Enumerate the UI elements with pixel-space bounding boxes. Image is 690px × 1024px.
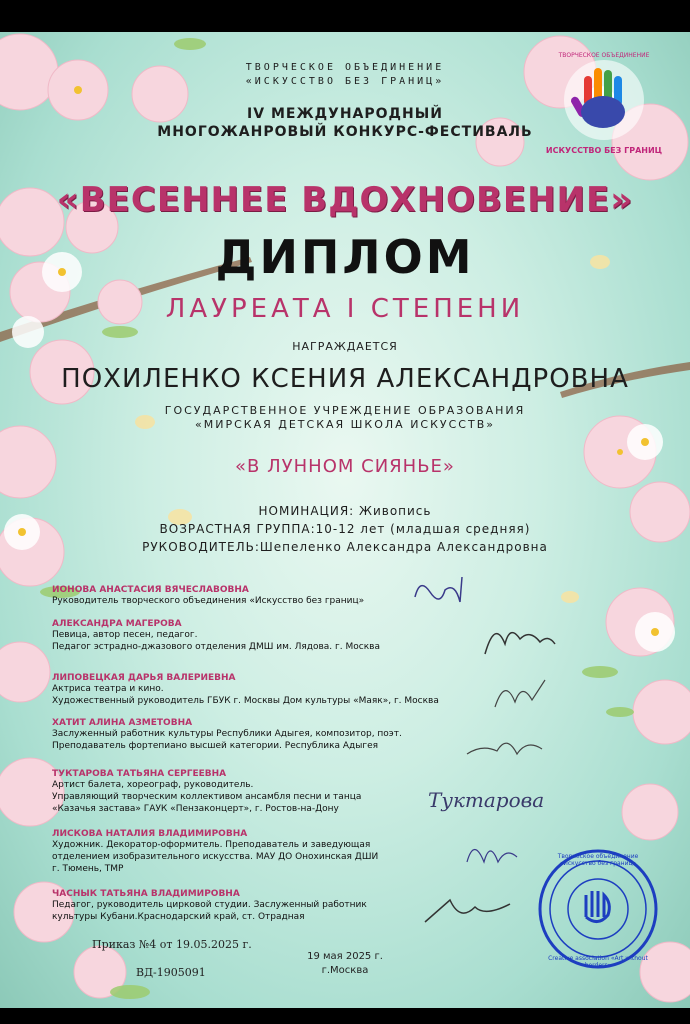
organization-line-2: «ИСКУССТВО БЕЗ ГРАНИЦ» — [245, 76, 445, 87]
jury-member — [52, 718, 472, 752]
signature-1 — [410, 572, 470, 612]
stamp-ring-text: Творческое объединение «Искусство без границ» — [557, 853, 639, 867]
jury-description: Артист балета, хореограф, руководитель. — [52, 780, 254, 790]
competition-line-1: IV МЕЖДУНАРОДНЫЙ — [247, 106, 443, 122]
institution-line-1: ГОСУДАРСТВЕННОЕ УЧРЕЖДЕНИЕ ОБРАЗОВАНИЯ — [164, 404, 526, 417]
jury-member — [52, 673, 472, 707]
age-group: ВОЗРАСТНАЯ ГРУППА:10-12 лет (младшая средняя) — [159, 522, 531, 536]
supervisor: РУКОВОДИТЕЛЬ:Шепеленко Александра Александровна — [142, 540, 548, 554]
jury-description: Заслуженный работник культуры Республики Адыгея, композитор, поэт. — [52, 729, 402, 739]
jury-description: отделением изобразительного искусства. МАУ ДО Онохинская ДШИ — [52, 852, 379, 862]
diploma-degree: ЛАУРЕАТА I СТЕПЕНИ — [165, 294, 525, 324]
signature-5: Туктарова — [428, 788, 545, 812]
jury-member — [52, 889, 472, 923]
jury-member — [52, 619, 472, 653]
institution-line-2: «МИРСКАЯ ДЕТСКАЯ ШКОЛА ИСКУССТВ» — [195, 418, 495, 431]
signature-6 — [462, 832, 522, 877]
jury-member — [52, 585, 472, 607]
organization-line-1: ТВОРЧЕСКОЕ ОБЪЕДИНЕНИЕ — [245, 62, 445, 73]
jury-member — [52, 829, 472, 875]
official-stamp — [536, 847, 660, 971]
jury-description: Певица, автор песен, педагог. — [52, 630, 198, 640]
jury-description: г. Тюмень, ТМР — [52, 864, 124, 874]
issue-city: г.Москва — [321, 965, 369, 976]
signature-4 — [462, 729, 552, 769]
jury-name: ЛИСКОВА НАТАЛИЯ ВЛАДИМИРОВНА — [52, 829, 248, 839]
jury-name: АЛЕКСАНДРА МАГЕРОВА — [52, 619, 182, 629]
jury-description: Художник. Декоратор-оформитель. Преподаватель и заведующая — [52, 840, 371, 850]
jury-member — [52, 769, 472, 815]
work-title: «В ЛУННОМ СИЯНЬЕ» — [235, 456, 455, 477]
jury-name: ЧАСНЫК ТАТЬЯНА ВЛАДИМИРОВНА — [52, 889, 240, 899]
logo-bottom-text: ИСКУССТВО БЕЗ ГРАНИЦ — [545, 146, 663, 155]
jury-description: Педагог, руководитель цирковой студии. Заслуженный работник — [52, 900, 367, 910]
top-black-bar — [0, 0, 690, 32]
awarded-label: НАГРАЖДАЕТСЯ — [292, 340, 398, 353]
jury-description: Преподаватель фортепиано высшей категории. Республика Адыгея — [52, 741, 379, 751]
jury-description: культуры Кубани.Краснодарский край, ст. Отрадная — [52, 912, 305, 922]
signature-3 — [490, 672, 560, 717]
festival-title: «ВЕСЕННЕЕ ВДОХНОВЕНИЕ» — [56, 180, 634, 220]
jury-name: ЛИПОВЕЦКАЯ ДАРЬЯ ВАЛЕРИЕВНА — [52, 673, 236, 683]
competition-line-2: МНОГОЖАНРОВЫЙ КОНКУРС-ФЕСТИВАЛЬ — [157, 124, 533, 140]
jury-name: ХАТИТ АЛИНА АЗМЕТОВНА — [52, 718, 193, 728]
jury-name: ИОНОВА АНАСТАСИЯ ВЯЧЕСЛАВОВНА — [52, 585, 249, 595]
signature-7 — [420, 892, 520, 932]
jury-description: Художественный руководитель ГБУК г. Москвы Дом культуры «Маяк», г. Москва — [52, 696, 439, 706]
signature-2 — [480, 614, 560, 664]
nomination: НОМИНАЦИЯ: Живопись — [258, 504, 432, 518]
jury-description: Актриса театра и кино. — [52, 684, 164, 694]
logo-top-text: ТВОРЧЕСКОЕ ОБЪЕДИНЕНИЕ — [558, 52, 650, 59]
jury-description: Управляющий творческим коллективом ансамбля песни и танца — [52, 792, 362, 802]
jury-description: «Казачья застава» ГАУК «Пензаконцерт», г. Ростов-на-Дону — [52, 804, 339, 814]
issue-date-block — [290, 950, 400, 978]
recipient-name: ПОХИЛЕНКО КСЕНИЯ АЛЕКСАНДРОВНА — [61, 364, 629, 394]
issue-date: 19 мая 2025 г. — [307, 951, 383, 962]
jury-description: Педагог эстрадно-джазового отделения ДМШ им. Лядова. г. Москва — [52, 642, 380, 652]
stamp-ring-text-en: Creative association «Art without borders» — [548, 955, 648, 969]
order-number: Приказ №4 от 19.05.2025 г. — [92, 938, 252, 951]
jury-description: Руководитель творческого объединения «Искусство без границ» — [52, 596, 365, 606]
diploma-title: ДИПЛОМ — [215, 230, 475, 284]
jury-name: ТУКТАРОВА ТАТЬЯНА СЕРГЕЕВНА — [52, 769, 227, 779]
diploma-certificate — [0, 32, 690, 1008]
document-code: ВД-1905091 — [136, 966, 206, 979]
bottom-black-bar — [0, 1008, 690, 1024]
